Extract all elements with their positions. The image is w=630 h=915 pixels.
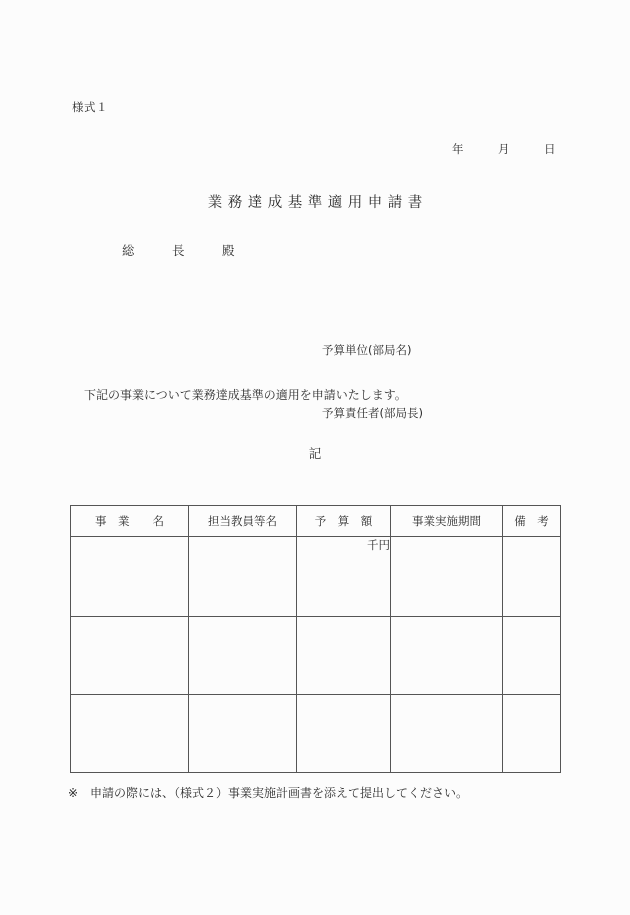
cell-budget-amount[interactable]	[297, 617, 391, 695]
cell-remarks[interactable]	[503, 617, 561, 695]
date-entry-line: 年 月 日	[452, 142, 556, 156]
cell-remarks[interactable]	[503, 695, 561, 773]
cell-staff-name[interactable]	[189, 617, 297, 695]
cell-business-name[interactable]	[71, 695, 189, 773]
body-statement: 下記の事業について業務達成基準の適用を申請いたします。	[84, 388, 407, 402]
column-header-staff-name: 担当教員等名	[189, 506, 297, 537]
form-number-label: 様式１	[72, 100, 108, 114]
table-row	[71, 695, 561, 773]
cell-budget-amount[interactable]	[297, 695, 391, 773]
ki-marker: 記	[308, 446, 322, 461]
table-row	[71, 537, 561, 617]
addressee-line: 総 長 殿	[122, 243, 235, 258]
cell-budget-unit-label[interactable]: 千円	[297, 537, 391, 617]
cell-staff-name[interactable]	[189, 537, 297, 617]
cell-implementation-period[interactable]	[391, 537, 503, 617]
cell-staff-name[interactable]	[189, 695, 297, 773]
budget-unit-line: 予算単位(部局名)	[322, 343, 412, 357]
cell-business-name[interactable]	[71, 537, 189, 617]
footnote-text: ※ 申請の際には、（様式２）事業実施計画書を添えて提出してください。	[68, 786, 469, 800]
application-table	[70, 505, 561, 773]
cell-implementation-period[interactable]	[391, 617, 503, 695]
column-header-implementation-period: 事業実施期間	[391, 506, 503, 537]
table-header-row	[71, 506, 561, 537]
cell-business-name[interactable]	[71, 617, 189, 695]
applicant-block	[322, 298, 423, 466]
table-row	[71, 617, 561, 695]
cell-remarks[interactable]	[503, 537, 561, 617]
column-header-budget-amount: 予 算 額	[297, 506, 391, 537]
column-header-remarks: 備 考	[503, 506, 561, 537]
page-title: 業務達成基準適用申請書	[207, 195, 428, 211]
cell-implementation-period[interactable]	[391, 695, 503, 773]
column-header-business-name: 事 業 名	[71, 506, 189, 537]
budget-manager-line: 予算責任者(部局長)	[322, 406, 423, 420]
